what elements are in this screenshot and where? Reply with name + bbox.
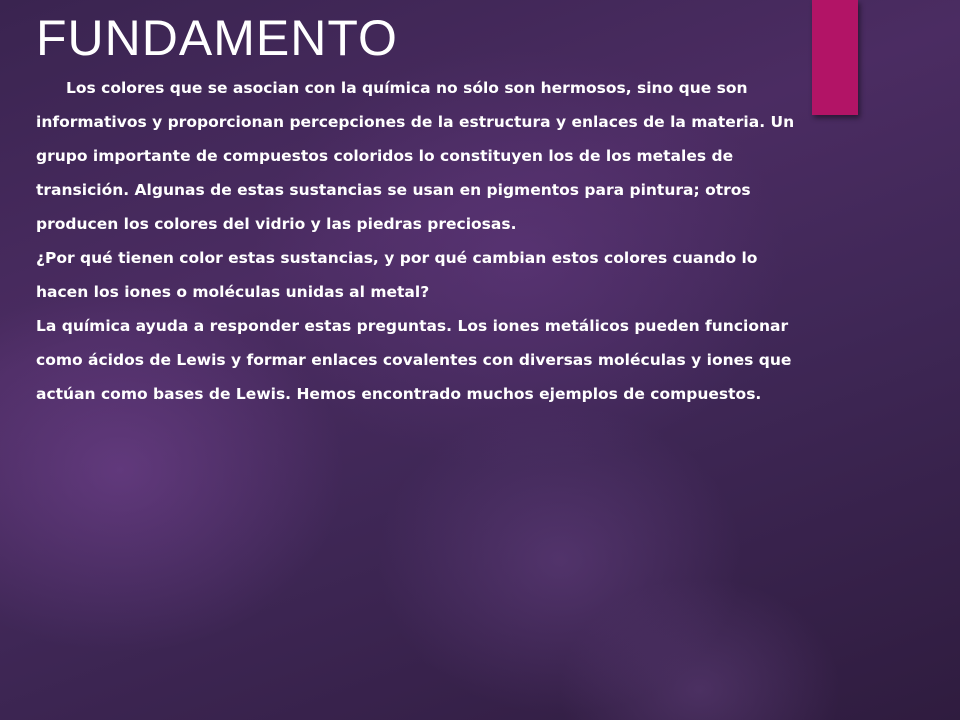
body-text <box>36 77 881 417</box>
paragraph-2: informativos y proporcionan percepciones de la estructura y enlaces de la materia. Un <box>36 113 795 131</box>
slide-title: FUNDAMENTO <box>36 10 398 66</box>
paragraph-10: actúan como bases de Lewis. Hemos encontrado muchos ejemplos de compuestos. <box>36 385 762 403</box>
paragraph-3: grupo importante de compuestos coloridos lo constituyen los de los metales de <box>36 147 734 165</box>
paragraph-1: Los colores que se asocian con la química no sólo son hermosos, sino que son <box>66 79 748 97</box>
paragraph-4: transición. Algunas de estas sustancias se usan en pigmentos para pintura; otros <box>36 181 751 199</box>
paragraph-6: ¿Por qué tienen color estas sustancias, y por qué cambian estos colores cuando lo <box>36 249 758 267</box>
paragraph-7: hacen los iones o moléculas unidas al metal? <box>36 283 430 301</box>
paragraph-8: La química ayuda a responder estas preguntas. Los iones metálicos pueden funcionar <box>36 317 789 335</box>
paragraph-9: como ácidos de Lewis y formar enlaces covalentes con diversas moléculas y iones que <box>36 351 792 369</box>
paragraph-5: producen los colores del vidrio y las piedras preciosas. <box>36 215 517 233</box>
